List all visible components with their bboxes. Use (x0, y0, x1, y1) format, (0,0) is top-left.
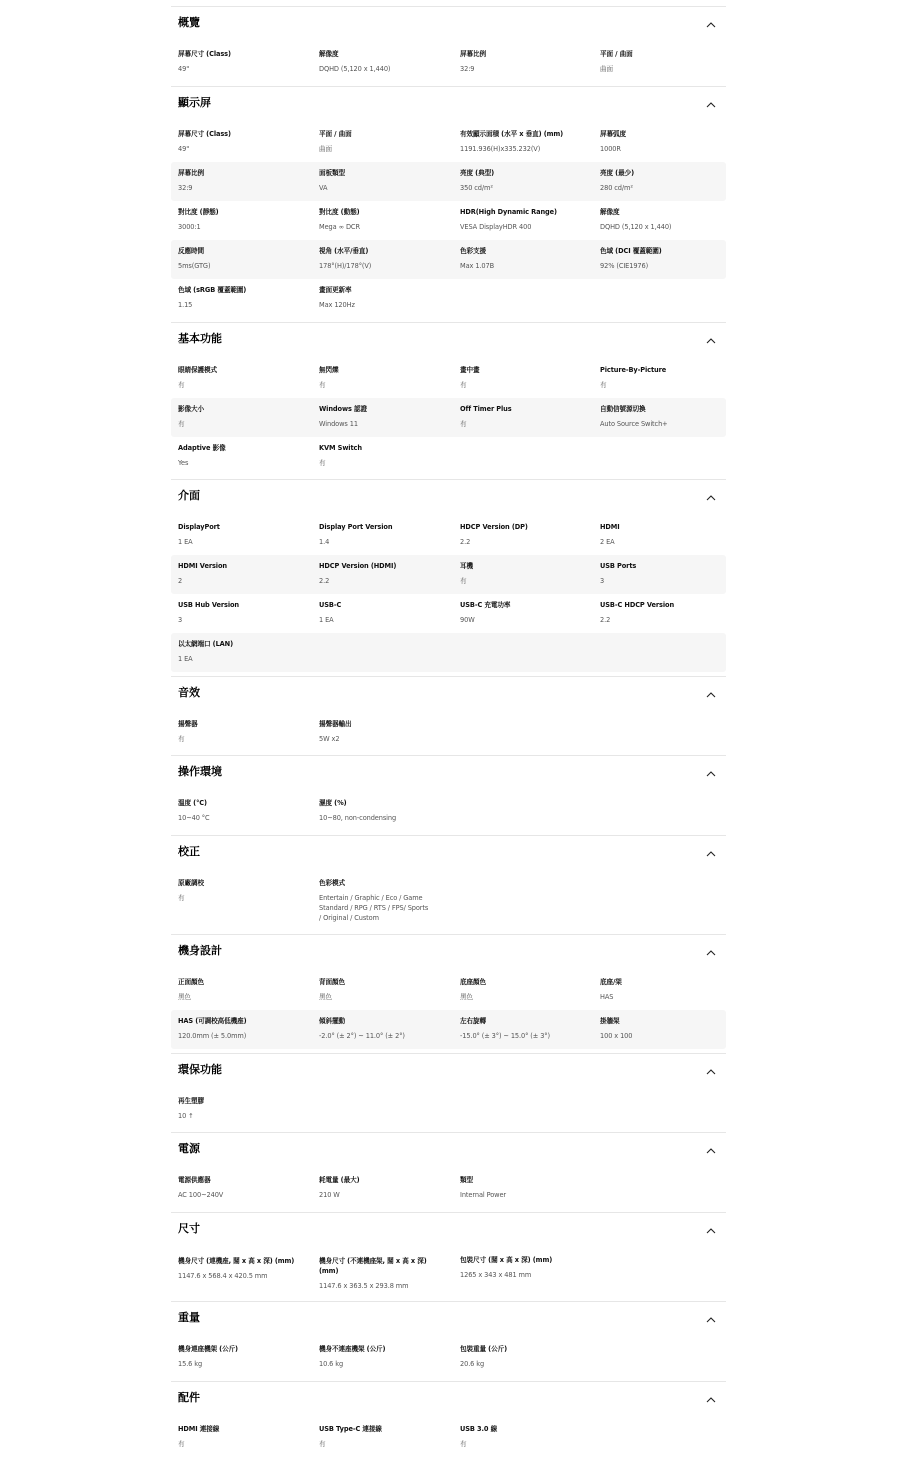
spec-item (178, 1169, 313, 1200)
spec-value: 10~80, non-condensing (319, 814, 397, 822)
spec-value: 1147.6 x 363.5 x 293.8 mm (319, 1282, 409, 1290)
spec-label: HDMI 連接線 (178, 1425, 220, 1433)
spec-value: 178°(H)/178°(V) (319, 262, 372, 270)
spec-value: 有 (178, 735, 185, 743)
spec-label: 溫度 (°C) (178, 799, 207, 807)
spec-item (178, 1418, 313, 1449)
spec-section (171, 6, 726, 82)
section-title: 重量 (178, 1311, 200, 1324)
spec-item (460, 1010, 595, 1041)
spec-item (460, 201, 595, 232)
spec-item (319, 1249, 454, 1291)
spec-row (171, 633, 726, 672)
spec-item (460, 398, 595, 429)
spec-label: 左右旋轉 (460, 1017, 486, 1025)
spec-item (178, 123, 313, 154)
spec-value: 3 (600, 577, 605, 585)
spec-label: 揚聲器 (178, 720, 198, 728)
spec-item (319, 792, 454, 823)
section-header[interactable] (171, 480, 726, 516)
spec-value: 有 (178, 894, 185, 902)
spec-label: 耳機 (460, 562, 473, 570)
spec-value: 10.6 kg (319, 1360, 344, 1368)
section-header[interactable] (171, 1213, 726, 1249)
spec-item (319, 713, 454, 744)
spec-value: 1.4 (319, 538, 330, 546)
spec-label: 再生塑膠 (178, 1097, 204, 1105)
spec-label: Display Port Version (319, 523, 393, 531)
spec-section (171, 676, 726, 752)
spec-value: 5W x2 (319, 735, 340, 743)
spec-value: Entertain / Graphic / Eco / Game Standard / RPG / RTS / FPS/ Sports / Original / Custom (319, 894, 429, 922)
section-title: 操作環境 (178, 765, 222, 778)
spec-item (600, 594, 735, 625)
spec-section (171, 86, 726, 318)
spec-row (171, 359, 726, 398)
spec-item (178, 1338, 313, 1369)
chevron-up-icon[interactable] (704, 767, 718, 781)
spec-item (319, 437, 454, 468)
section-header[interactable] (171, 1054, 726, 1090)
section-title: 介面 (178, 489, 200, 502)
spec-label: HDCP Version (DP) (460, 523, 528, 531)
spec-item (460, 162, 595, 193)
section-title: 概覽 (178, 16, 200, 29)
section-title: 校正 (178, 845, 200, 858)
section-header[interactable] (171, 323, 726, 359)
spec-item (460, 240, 595, 271)
spec-label: 眼睛保護模式 (178, 366, 217, 374)
spec-value: 2.2 (460, 538, 471, 546)
section-header[interactable] (171, 836, 726, 872)
section-header[interactable] (171, 1133, 726, 1169)
spec-row (171, 1418, 726, 1457)
chevron-up-icon[interactable] (704, 1065, 718, 1079)
spec-item (460, 1249, 595, 1280)
spec-label: 傾斜擺動 (319, 1017, 345, 1025)
spec-value: 210 W (319, 1191, 340, 1199)
chevron-up-icon[interactable] (704, 1393, 718, 1407)
spec-row (171, 872, 726, 936)
spec-value: 90W (460, 616, 475, 624)
spec-label: HDR(High Dynamic Range) (460, 208, 557, 216)
spec-item (319, 516, 454, 547)
spec-value: 黑色 (319, 993, 332, 1001)
spec-value: 15.6 kg (178, 1360, 203, 1368)
spec-label: 屏幕尺寸 (Class) (178, 50, 231, 58)
spec-value: 黑色 (178, 993, 191, 1001)
spec-label: 面板類型 (319, 169, 345, 177)
spec-section (171, 1132, 726, 1208)
spec-label: 無閃爍 (319, 366, 339, 374)
spec-value: 黑色 (460, 993, 473, 1001)
spec-item (460, 1169, 595, 1200)
spec-label: 機身不連座機架 (公斤) (319, 1345, 386, 1353)
spec-item (319, 872, 454, 923)
spec-item (178, 971, 313, 1002)
spec-value: Max 120Hz (319, 301, 355, 309)
chevron-up-icon[interactable] (704, 1144, 718, 1158)
spec-item (460, 516, 595, 547)
spec-item (178, 1249, 313, 1281)
section-title: 機身設計 (178, 944, 222, 957)
spec-value: 1.15 (178, 301, 193, 309)
spec-value: 10 ↑ (178, 1112, 194, 1120)
spec-label: 色彩模式 (319, 879, 345, 887)
spec-value: HAS (600, 993, 614, 1001)
spec-label: USB-C HDCP Version (600, 601, 675, 609)
spec-item (600, 516, 735, 547)
spec-item (178, 872, 313, 903)
spec-value: 32:9 (178, 184, 193, 192)
spec-row (171, 123, 726, 162)
spec-label: USB Type-C 連接線 (319, 1425, 382, 1433)
spec-section (171, 835, 726, 936)
spec-item (319, 359, 454, 390)
spec-value: 2 EA (600, 538, 615, 546)
spec-item (178, 162, 313, 193)
spec-item (600, 555, 735, 586)
spec-value: Windows 11 (319, 420, 358, 428)
spec-value: 有 (178, 1440, 185, 1448)
spec-label: 底座顏色 (460, 978, 486, 986)
chevron-up-icon[interactable] (704, 847, 718, 861)
spec-row (171, 240, 726, 279)
spec-value: 32:9 (460, 65, 475, 73)
spec-label: 平面 / 曲面 (600, 50, 633, 58)
spec-item (319, 240, 454, 271)
spec-section (171, 934, 726, 1049)
spec-row (171, 594, 726, 633)
spec-label: KVM Switch (319, 444, 362, 452)
spec-item (319, 279, 454, 310)
spec-label: 包裝尺寸 (闊 x 高 x 深) (mm) (460, 1256, 553, 1264)
spec-item (178, 240, 313, 271)
spec-label: USB Hub Version (178, 601, 240, 609)
spec-row (171, 1249, 726, 1299)
spec-value: 280 cd/m² (600, 184, 633, 192)
spec-label: 背面顏色 (319, 978, 345, 986)
spec-value: AC 100~240V (178, 1191, 224, 1199)
spec-label: 揚聲器輸出 (319, 720, 352, 728)
spec-item (460, 43, 595, 74)
spec-row (171, 162, 726, 201)
spec-item (319, 555, 454, 586)
spec-item (600, 240, 735, 271)
spec-item (178, 633, 313, 664)
spec-row (171, 201, 726, 240)
spec-item (178, 555, 313, 586)
chevron-up-icon[interactable] (704, 491, 718, 505)
section-title: 基本功能 (178, 332, 222, 345)
spec-item (178, 398, 313, 429)
spec-value: Mega ∞ DCR (319, 223, 360, 231)
spec-row (171, 398, 726, 437)
section-header[interactable] (171, 7, 726, 43)
chevron-up-icon[interactable] (704, 334, 718, 348)
spec-label: 電源供應器 (178, 1176, 211, 1184)
spec-item (319, 201, 454, 232)
spec-row (171, 1338, 726, 1377)
spec-value: 有 (319, 459, 326, 467)
spec-item (319, 43, 454, 74)
spec-label: 色域 (sRGB 覆蓋範圍) (178, 286, 247, 294)
spec-item (460, 1418, 595, 1449)
spec-value: 有 (178, 381, 185, 389)
spec-label: 對比度 (靜態) (178, 208, 219, 216)
spec-label: 耗電量 (最大) (319, 1176, 360, 1184)
spec-value: 1191.936(H)x335.232(V) (460, 145, 541, 153)
spec-value: 1 EA (319, 616, 334, 624)
section-header[interactable] (171, 677, 726, 713)
spec-row (171, 516, 726, 555)
spec-row (171, 971, 726, 1010)
spec-label: USB-C (319, 601, 342, 609)
spec-label: 色彩支援 (460, 247, 486, 255)
spec-row (171, 1090, 726, 1129)
spec-label: 亮度 (最少) (600, 169, 634, 177)
spec-item (178, 792, 313, 823)
spec-item (178, 437, 313, 468)
spec-label: 畫面更新率 (319, 286, 352, 294)
spec-value: 有 (460, 381, 467, 389)
spec-label: 濕度 (%) (319, 799, 347, 807)
spec-item (460, 359, 595, 390)
spec-value: Max 1.07B (460, 262, 495, 270)
spec-row (171, 43, 726, 82)
spec-label: DisplayPort (178, 523, 220, 531)
spec-label: HAS (可調校高低機座) (178, 1017, 247, 1025)
spec-label: HDMI Version (178, 562, 227, 570)
spec-label: 反應時間 (178, 247, 204, 255)
spec-label: 亮度 (典型) (460, 169, 494, 177)
spec-label: 影像大小 (178, 405, 204, 413)
spec-value: 有 (460, 1440, 467, 1448)
spec-section (171, 479, 726, 672)
spec-value: 有 (600, 381, 607, 389)
spec-item (600, 971, 735, 1002)
spec-item (178, 1010, 313, 1041)
spec-value: 有 (178, 420, 185, 428)
spec-item (319, 123, 454, 154)
spec-label: 底座/架 (600, 978, 622, 986)
spec-label: USB Ports (600, 562, 637, 570)
spec-value: VA (319, 184, 328, 192)
spec-value: 1000R (600, 145, 621, 153)
spec-label: USB 3.0 線 (460, 1425, 498, 1433)
spec-row (171, 792, 726, 831)
spec-label: Windows 認證 (319, 405, 367, 413)
spec-value: 1 EA (178, 655, 193, 663)
spec-value: 曲面 (600, 65, 613, 73)
spec-label: 有效顯示面積 (水平 x 垂直) (mm) (460, 130, 564, 138)
spec-item (319, 971, 454, 1002)
spec-value: 3000:1 (178, 223, 201, 231)
spec-value: -2.0° (± 2°) ~ 11.0° (± 2°) (319, 1032, 405, 1040)
spec-item (319, 162, 454, 193)
spec-value: 100 x 100 (600, 1032, 633, 1040)
spec-section (171, 1212, 726, 1299)
spec-row (171, 437, 726, 476)
spec-item (178, 713, 313, 744)
spec-label: Picture-By-Picture (600, 366, 667, 374)
section-title: 顯示屏 (178, 96, 211, 109)
spec-value: 有 (319, 381, 326, 389)
spec-label: HDMI (600, 523, 620, 531)
spec-value: 5ms(GTG) (178, 262, 211, 270)
spec-item (600, 162, 735, 193)
spec-label: 平面 / 曲面 (319, 130, 352, 138)
spec-item (178, 279, 313, 310)
spec-label: 類型 (460, 1176, 473, 1184)
chevron-up-icon[interactable] (704, 98, 718, 112)
section-header[interactable] (171, 756, 726, 792)
spec-item (178, 43, 313, 74)
spec-label: USB-C 充電功率 (460, 601, 511, 609)
spec-value: VESA DisplayHDR 400 (460, 223, 532, 231)
spec-label: 解像度 (319, 50, 339, 58)
spec-value: 有 (460, 420, 467, 428)
spec-item (460, 123, 595, 154)
section-title: 電源 (178, 1142, 200, 1155)
spec-value: 120.0mm (± 5.0mm) (178, 1032, 247, 1040)
spec-item (178, 1090, 313, 1121)
spec-label: 包裝重量 (公斤) (460, 1345, 507, 1353)
spec-item (600, 398, 735, 429)
spec-item (178, 201, 313, 232)
spec-value: 1265 x 343 x 481 mm (460, 1271, 532, 1279)
spec-item (319, 1169, 454, 1200)
spec-section (171, 755, 726, 831)
spec-label: 視角 (水平/垂直) (319, 247, 369, 255)
spec-label: 自動信號源切換 (600, 405, 646, 413)
section-title: 配件 (178, 1391, 200, 1404)
spec-label: Adaptive 影像 (178, 444, 226, 452)
section-header[interactable] (171, 935, 726, 971)
spec-item (319, 1010, 454, 1041)
spec-row (171, 555, 726, 594)
spec-item (460, 1338, 595, 1369)
section-title: 音效 (178, 686, 200, 699)
spec-label: 機身尺寸 (不連機座架, 闊 x 高 x 深) (mm) (319, 1257, 427, 1275)
spec-item (319, 398, 454, 429)
spec-value: 2.2 (600, 616, 611, 624)
spec-value: 曲面 (319, 145, 332, 153)
spec-item (178, 516, 313, 547)
spec-label: Off Timer Plus (460, 405, 512, 413)
spec-value: 20.6 kg (460, 1360, 485, 1368)
spec-value: 49" (178, 145, 190, 153)
chevron-up-icon[interactable] (704, 1313, 718, 1327)
spec-item (600, 1010, 735, 1041)
spec-item (600, 123, 735, 154)
spec-value: -15.0° (± 3°) ~ 15.0° (± 3°) (460, 1032, 550, 1040)
spec-value: DQHD (5,120 x 1,440) (319, 65, 391, 73)
spec-label: 機身尺寸 (連機座, 闊 x 高 x 深) (mm) (178, 1257, 295, 1265)
section-header[interactable] (171, 1302, 726, 1338)
section-header[interactable] (171, 87, 726, 123)
chevron-up-icon[interactable] (704, 1224, 718, 1238)
spec-label: 屏幕尺寸 (Class) (178, 130, 231, 138)
spec-item (600, 359, 735, 390)
spec-value: Internal Power (460, 1191, 507, 1199)
spec-row (171, 279, 726, 318)
spec-value: 350 cd/m² (460, 184, 493, 192)
spec-item (460, 971, 595, 1002)
spec-value: 1 EA (178, 538, 193, 546)
spec-item (460, 555, 595, 586)
spec-row (171, 1010, 726, 1049)
chevron-up-icon[interactable] (704, 688, 718, 702)
spec-label: 屏幕比例 (178, 169, 204, 177)
section-header[interactable] (171, 1382, 726, 1418)
chevron-up-icon[interactable] (704, 18, 718, 32)
chevron-up-icon[interactable] (704, 946, 718, 960)
spec-section (171, 1301, 726, 1377)
spec-label: 正面顏色 (178, 978, 204, 986)
spec-item (319, 594, 454, 625)
spec-label: 屏幕比例 (460, 50, 486, 58)
spec-label: HDCP Version (HDMI) (319, 562, 397, 570)
spec-value: 49" (178, 65, 190, 73)
spec-value: 2 (178, 577, 183, 585)
spec-label: 畫中畫 (460, 366, 480, 374)
spec-row (171, 1169, 726, 1208)
spec-label: 原廠調校 (178, 879, 204, 887)
spec-value: 3 (178, 616, 183, 624)
spec-item (178, 594, 313, 625)
spec-value: Auto Source Switch+ (600, 420, 668, 428)
spec-value: 有 (319, 1440, 326, 1448)
spec-value: 有 (460, 577, 467, 585)
spec-item (600, 201, 735, 232)
spec-label: 色域 (DCI 覆蓋範圍) (600, 247, 662, 255)
spec-item (319, 1418, 454, 1449)
spec-section (171, 322, 726, 476)
spec-value: 10~40 °C (178, 814, 210, 822)
spec-item (319, 1338, 454, 1369)
section-title: 尺寸 (178, 1222, 200, 1235)
spec-section (171, 1053, 726, 1129)
spec-label: 機身連座機架 (公斤) (178, 1345, 238, 1353)
spec-section (171, 1381, 726, 1457)
spec-value: 2.2 (319, 577, 330, 585)
spec-value: DQHD (5,120 x 1,440) (600, 223, 672, 231)
spec-item (178, 359, 313, 390)
spec-label: 以太網端口 (LAN) (178, 640, 234, 648)
section-title: 環保功能 (178, 1063, 222, 1076)
spec-value: Yes (178, 459, 189, 467)
spec-row (171, 713, 726, 752)
spec-label: 對比度 (動態) (319, 208, 360, 216)
spec-value: 1147.6 x 568.4 x 420.5 mm (178, 1272, 268, 1280)
spec-label: 屏幕弧度 (600, 130, 626, 138)
spec-value: 92% (CIE1976) (600, 262, 649, 270)
spec-label: 掛牆架 (600, 1017, 620, 1025)
spec-item (460, 594, 595, 625)
spec-label: 解像度 (600, 208, 620, 216)
spec-item (600, 43, 735, 74)
